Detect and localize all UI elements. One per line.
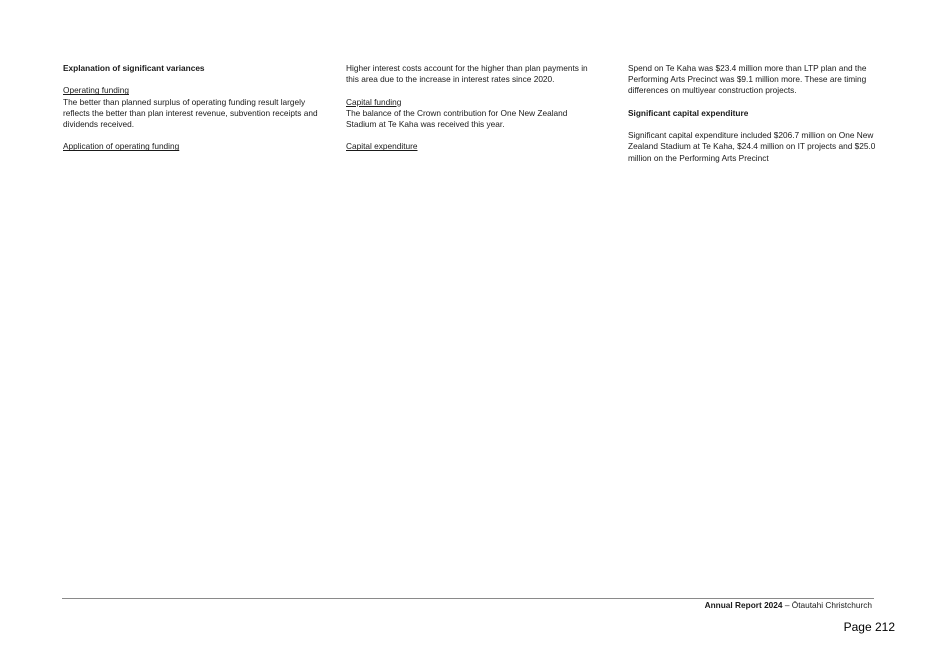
footer-report-title	[705, 600, 872, 611]
paragraph-te-kaha-spend: Spend on Te Kaha was $23.4 million more than LTP plan and the Performing Arts Precinct was $9.1 million more. These are timing differences on multiyear construction projects.	[628, 63, 867, 96]
subheading-capital-funding: Capital funding	[346, 96, 402, 107]
section-heading-significant-capex: Significant capital expenditure	[628, 107, 749, 118]
footer-report-location: – Ōtautahi Christchurch	[782, 600, 872, 610]
paragraph-operating-funding: The better than planned surplus of operating funding result largely reflects the better than plan interest revenue, subvention receipts and dividends received.	[63, 96, 318, 129]
section-heading-variances: Explanation of significant variances	[63, 63, 205, 73]
column-1	[63, 63, 318, 153]
paragraph-capital-funding: The balance of the Crown contribution for One New Zealand Stadium at Te Kaha was received this year.	[346, 107, 568, 129]
footer-divider	[62, 598, 874, 599]
subheading-application-operating-funding: Application of operating funding	[63, 141, 180, 152]
paragraph-significant-capex: Significant capital expenditure included $206.7 million on One New Zealand Stadium at Te Kaha, $24.4 million on IT projects and $25.0 million on the Performing Arts Precinct	[628, 130, 876, 163]
subheading-operating-funding: Operating funding	[63, 85, 129, 96]
paragraph-interest-costs: Higher interest costs account for the higher than plan payments in this area due to the increase in interest rates since 2020.	[346, 63, 588, 85]
column-2	[346, 63, 596, 153]
subheading-capital-expenditure: Capital expenditure	[346, 141, 418, 152]
column-3	[628, 63, 878, 164]
footer-report-bold: Annual Report 2024	[704, 600, 783, 610]
page-number: Page 212	[843, 620, 895, 634]
